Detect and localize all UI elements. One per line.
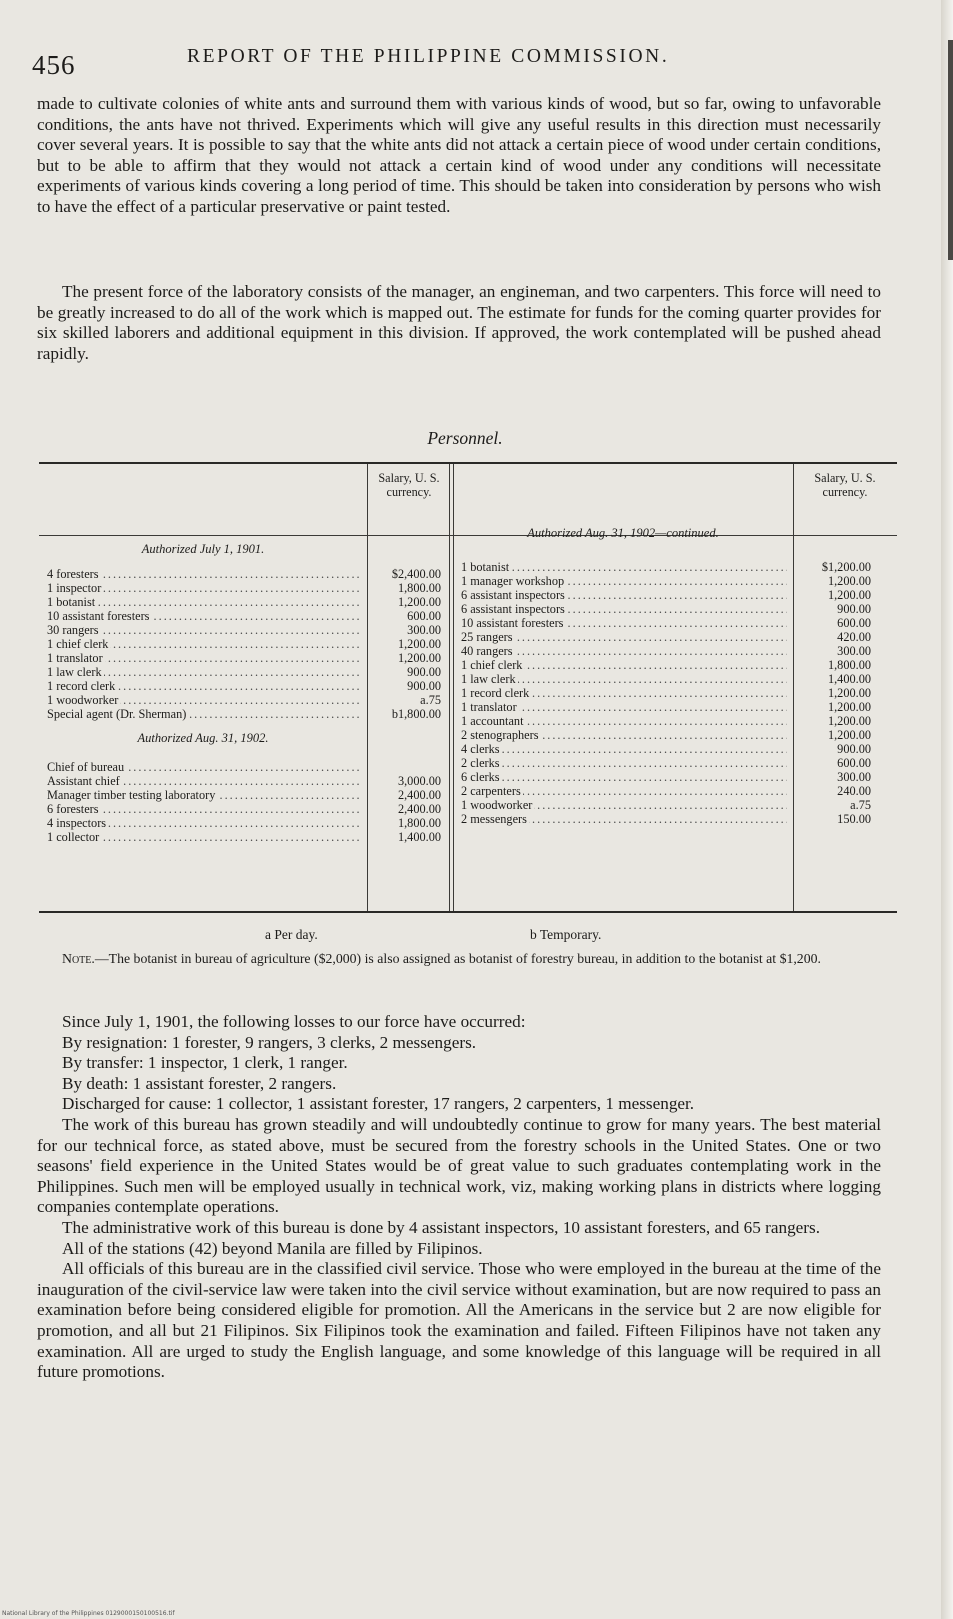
table-row: ..... 2 stenographers xyxy=(461,728,787,742)
table-row: ..... 6 foresters xyxy=(47,802,362,816)
salary-cell: 1,200.00 xyxy=(397,637,441,651)
scan-watermark: National Library of the Philippines 0129000150100516.tif xyxy=(2,1610,175,1617)
table-row: ..... 6 clerks xyxy=(461,770,787,784)
table-row: ..... 10 assistant foresters xyxy=(47,609,362,623)
salary-cell: 1,800.00 xyxy=(397,816,441,830)
salary-cell: 1,400.00 xyxy=(827,672,871,686)
table-row: ..... 40 rangers xyxy=(461,644,787,658)
footnote-a: a Per day. xyxy=(265,927,318,942)
body-paragraph: The work of this bureau has grown steadily and will undoubtedly continue to grow for many years. The best material for our technical force, as stated above, must be secured from the forestry schools in the United States. One or two seasons' field experience in the United States would be of great value to such graduates contemplating work in the Philippines. Such men will be employed usually in technical work, viz, making working plans in districts where logging companies contemplate operations. xyxy=(37,1114,881,1217)
salary-cell: 1,200.00 xyxy=(827,728,871,742)
table-note xyxy=(37,951,881,967)
table-row: ..... 4 inspectors xyxy=(47,816,362,830)
table-row: ..... 1 botanist xyxy=(461,560,787,574)
note-head: Note. xyxy=(62,951,95,966)
table-row: ..... 1 law clerk xyxy=(47,665,362,679)
table-row: ..... 4 clerks xyxy=(461,742,787,756)
salary-cell: 1,200.00 xyxy=(827,588,871,602)
table-row: ..... 2 clerks xyxy=(461,756,787,770)
salary-cell: 300.00 xyxy=(837,644,871,658)
table-row: ..... 1 chief clerk xyxy=(461,658,787,672)
table-row: ..... 1 collector xyxy=(47,830,362,844)
salary-cell: $1,200.00 xyxy=(821,560,871,574)
table-row: ..... 1 botanist xyxy=(47,595,362,609)
body-paragraph: The administrative work of this bureau is done by 4 assistant inspectors, 10 assistant foresters, and 65 rangers. xyxy=(62,1217,820,1237)
salary-cell: 900.00 xyxy=(837,602,871,616)
salary-cell: 420.00 xyxy=(837,630,871,644)
page-header xyxy=(32,40,872,80)
salary-cell: 600.00 xyxy=(837,756,871,770)
salary-cell: 600.00 xyxy=(837,616,871,630)
table-row: ..... 1 manager workshop xyxy=(461,574,787,588)
salary-cell: 1,200.00 xyxy=(397,595,441,609)
table-row: ..... 10 assistant foresters xyxy=(461,616,787,630)
left-rows-group-1 xyxy=(47,567,362,721)
table-row: ..... 4 foresters xyxy=(47,567,362,581)
salary-cell: 2,400.00 xyxy=(397,788,441,802)
salary-cell: 1,800.00 xyxy=(397,581,441,595)
table-row: ..... 1 inspector xyxy=(47,581,362,595)
table-row: ..... 1 record clerk xyxy=(47,679,362,693)
salary-cell: 1,200.00 xyxy=(397,651,441,665)
column-divider xyxy=(367,464,368,911)
binding-mark xyxy=(948,40,953,260)
table-row: ..... 6 assistant inspectors xyxy=(461,602,787,616)
salary-header-right: Salary, U. S. currency. xyxy=(814,471,876,499)
salary-cell: 1,200.00 xyxy=(827,700,871,714)
table-row: ..... Chief of bureau xyxy=(47,760,362,774)
table-row: ..... 1 translator xyxy=(47,651,362,665)
salary-cell: 300.00 xyxy=(837,770,871,784)
salary-cell: 1,200.00 xyxy=(827,574,871,588)
table-row: ..... 1 law clerk xyxy=(461,672,787,686)
footnote-b: b Temporary. xyxy=(530,927,602,942)
running-title: REPORT OF THE PHILIPPINE COMMISSION. xyxy=(187,46,670,67)
table-row: ..... 6 assistant inspectors xyxy=(461,588,787,602)
personnel-table xyxy=(39,462,897,913)
table-row: ..... 1 accountant xyxy=(461,714,787,728)
table-row: ..... 2 carpenters xyxy=(461,784,787,798)
salary-cell: a.75 xyxy=(420,693,441,707)
salary-cell: a.75 xyxy=(850,798,871,812)
right-rows xyxy=(461,560,787,826)
salary-cell xyxy=(369,760,441,774)
body-paragraph: All of the stations (42) beyond Manila are filled by Filipinos. xyxy=(62,1238,483,1258)
page-number: 456 xyxy=(32,50,76,80)
body-paragraph: By death: 1 assistant forester, 2 rangers. xyxy=(62,1073,337,1093)
body-paragraph: By transfer: 1 inspector, 1 clerk, 1 ranger. xyxy=(62,1053,348,1073)
intro-paragraph-2: The present force of the laboratory consists of the manager, an engineman, and two carpenters. This force will need to be greatly increased to do all of the work which is mapped out. The estimate for funds for the coming quarter provides for six skilled laborers and additional equipment in this division. If approved, the work contemplated will be pushed ahead rapidly. xyxy=(37,282,881,363)
salary-cell: 240.00 xyxy=(837,784,871,798)
salary-cell: 600.00 xyxy=(407,609,441,623)
salary-cell: 300.00 xyxy=(407,623,441,637)
body-paragraph: All officials of this bureau are in the classified civil service. Those who were employed in the bureau at the time of the inauguration of the civil-service law were taken into the civil service without examination, but are now required to pass an examination before being considered eligible for promotion. All the Americans in the service but 2 are now eligible for promotion, and all but 21 Filipinos. Six Filipinos took the examination and failed. Fifteen Filipinos have not taken any examination. All are urged to study the English language, and some knowledge of this language will be required in all future promotions. xyxy=(37,1259,881,1382)
salary-cell: 1,800.00 xyxy=(827,658,871,672)
salary-cell: 900.00 xyxy=(407,679,441,693)
salary-cell: 1,400.00 xyxy=(397,830,441,844)
left-salaries-group-2 xyxy=(369,760,441,844)
left-rows-group-2 xyxy=(47,760,362,844)
salary-cell: 1,200.00 xyxy=(827,686,871,700)
left-salaries-group-1 xyxy=(369,567,441,721)
group-heading-july-1901: Authorized July 1, 1901. xyxy=(141,542,265,556)
right-salaries xyxy=(797,560,871,826)
salary-cell: 900.00 xyxy=(837,742,871,756)
salary-cell: 3,000.00 xyxy=(397,774,441,788)
table-row: ..... 25 rangers xyxy=(461,630,787,644)
column-divider xyxy=(793,464,794,911)
table-row: ..... 1 woodworker xyxy=(461,798,787,812)
salary-cell: 2,400.00 xyxy=(397,802,441,816)
table-row: ..... 1 chief clerk xyxy=(47,637,362,651)
salary-cell: b1,800.00 xyxy=(391,707,441,721)
body-paragraph: Discharged for cause: 1 collector, 1 assistant forester, 17 rangers, 2 carpenters, 1 messenger. xyxy=(62,1094,695,1114)
body-paragraph: Since July 1, 1901, the following losses to our force have occurred: xyxy=(62,1012,526,1031)
salary-cell: 1,200.00 xyxy=(827,714,871,728)
body-text xyxy=(37,1012,881,1383)
group-heading-aug-1902-continued: Authorized Aug. 31, 1902—continued. xyxy=(527,526,719,540)
salary-header-left: Salary, U. S. currency. xyxy=(378,471,440,499)
salary-cell: 900.00 xyxy=(407,665,441,679)
table-row: ..... Manager timber testing laboratory xyxy=(47,788,362,802)
salary-cell: $2,400.00 xyxy=(391,567,441,581)
group-heading-aug-1902: Authorized Aug. 31, 1902. xyxy=(137,731,269,745)
table-caption: Personnel. xyxy=(427,428,503,448)
body-paragraph: By resignation: 1 forester, 9 rangers, 3 clerks, 2 messengers. xyxy=(62,1032,477,1052)
table-row: ..... 1 record clerk xyxy=(461,686,787,700)
table-row: ..... Assistant chief xyxy=(47,774,362,788)
table-row: ..... 30 rangers xyxy=(47,623,362,637)
note-text: —The botanist in bureau of agriculture ($2,000) is also assigned as botanist of forestry bureau, in addition to the botanist at $1,200. xyxy=(94,951,821,966)
table-row: ..... Special agent (Dr. Sherman) xyxy=(47,707,362,721)
table-row: ..... 1 translator xyxy=(461,700,787,714)
intro-paragraph-1: made to cultivate colonies of white ants and surround them with various kinds of wood, but so far, owing to unfavorable conditions, the ants have not thrived. Experiments which will give any useful results in this direction must necessarily cover several years. It is possible to say that the white ants did not attack a certain piece of wood under certain conditions, but to be able to affirm that they would not attack a certain kind of wood under any conditions will necessitate experiments of various kinds covering a long period of time. This should be taken into consideration by persons who wish to have the effect of a particular preservative or paint tested. xyxy=(37,94,881,216)
table-row: ..... 2 messengers xyxy=(461,812,787,826)
table-row: ..... 1 woodworker xyxy=(47,693,362,707)
salary-cell: 150.00 xyxy=(837,812,871,826)
